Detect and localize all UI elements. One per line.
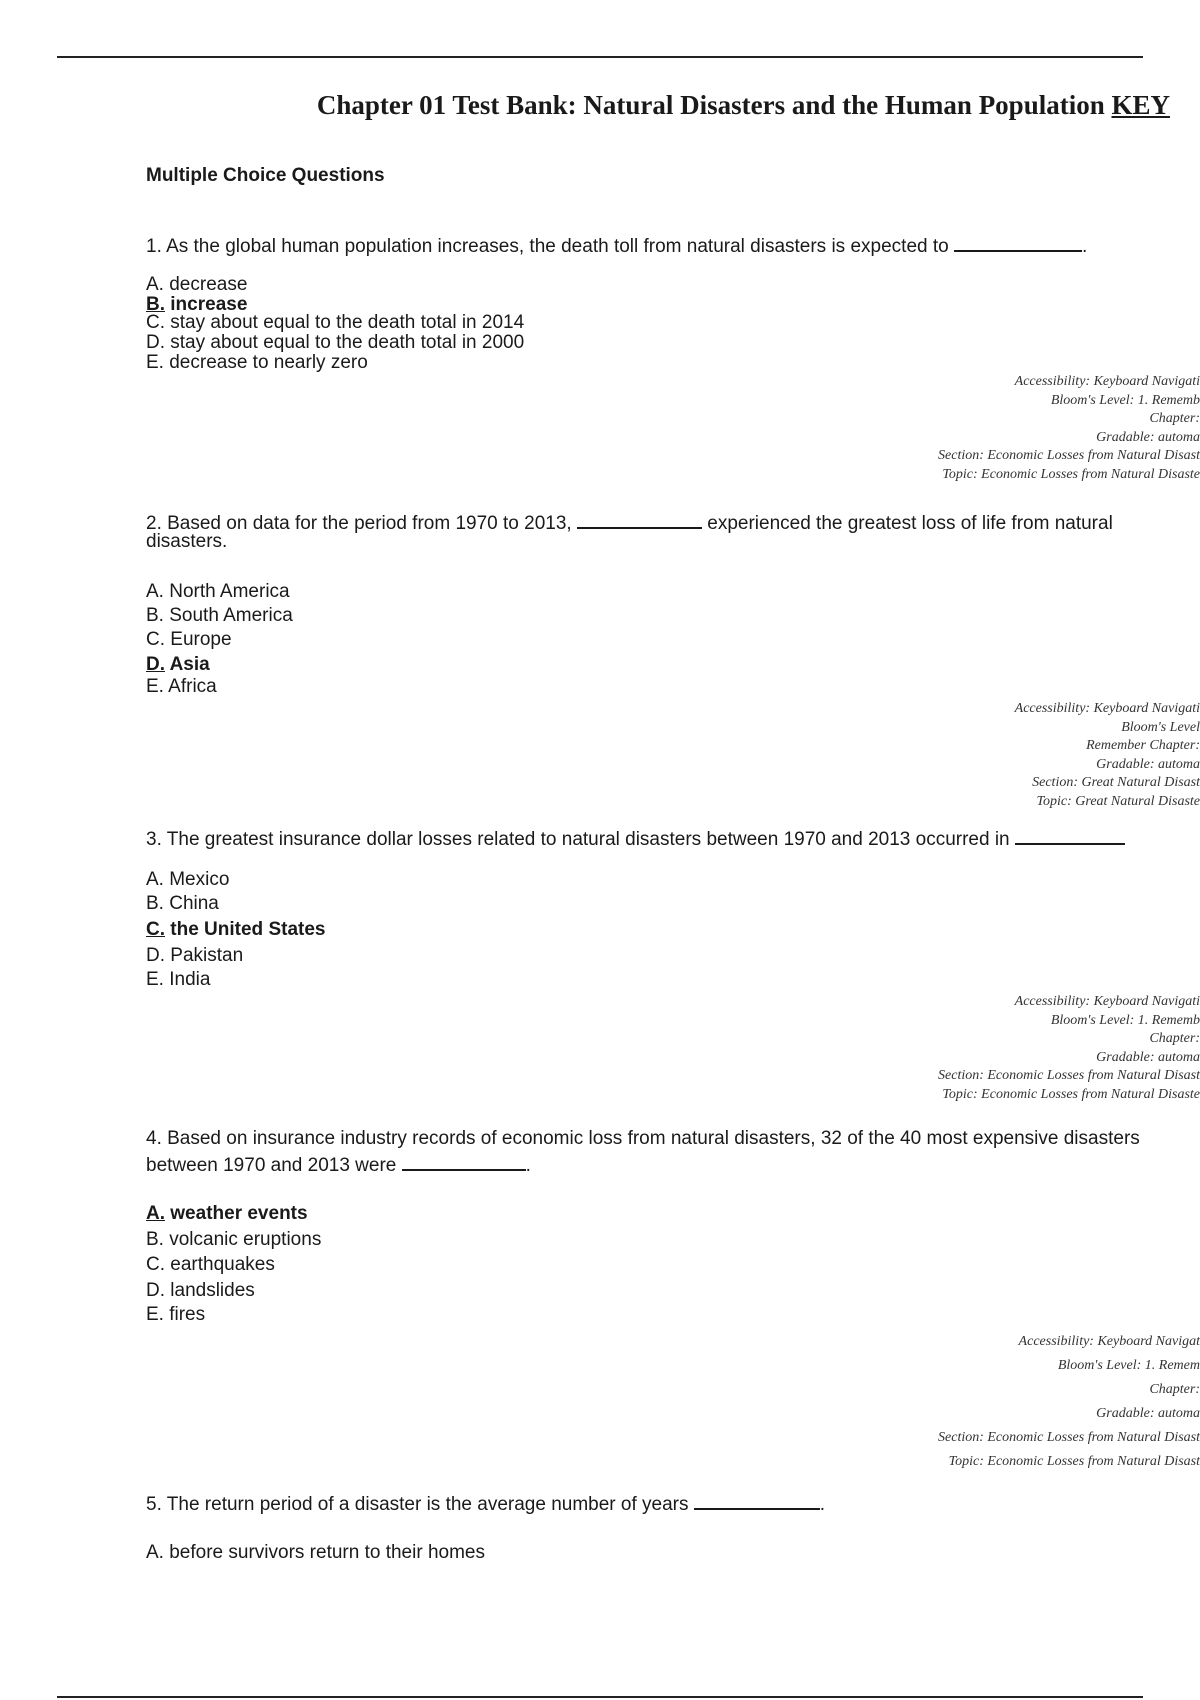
question-4-end: . — [525, 1155, 531, 1176]
meta-accessibility: Accessibility: Keyboard Navigati — [1014, 994, 1200, 1009]
meta-blooms-level: Bloom's Level — [1121, 719, 1200, 735]
bottom-rule — [57, 1696, 1143, 1698]
correct-answer-text: increase — [165, 294, 248, 315]
meta-gradable: Gradable: automa — [1096, 756, 1200, 772]
option-4a-correct — [146, 1204, 308, 1224]
meta-section: Section: Economic Losses from Natural Disast — [938, 1068, 1200, 1083]
title-text: Chapter 01 Test Bank: Natural Disasters and the Human Population — [316, 90, 1105, 120]
question-2-metadata — [870, 700, 1200, 811]
title-key: KEY — [1111, 90, 1170, 120]
top-rule — [57, 56, 1143, 58]
correct-answer-letter: C. — [146, 919, 165, 940]
meta-section: Section: Great Natural Disast — [1032, 775, 1200, 790]
question-3-metadata — [870, 993, 1200, 1104]
question-4-stem — [146, 1126, 1140, 1179]
option-1a: A. decrease — [146, 274, 248, 295]
question-2-end: experienced the greatest loss of life from natural disasters. — [146, 513, 1113, 551]
option-3c-correct — [146, 920, 325, 940]
option-2a: A. North America — [146, 581, 290, 602]
meta-topic: Topic: Economic Losses from Natural Disaste — [942, 466, 1200, 482]
meta-gradable: Gradable: automa — [1096, 1049, 1200, 1065]
correct-answer-text: the United States — [165, 919, 326, 940]
question-4-text: 4. Based on insurance industry records of economic loss from natural disasters, 32 of the 40 most expensive disasters between 1970 and 2013 were — [146, 1128, 1140, 1176]
option-1d: D. stay about equal to the death total in 2000 — [146, 332, 525, 353]
meta-topic: Topic: Great Natural Disaste — [1036, 793, 1200, 809]
meta-section: Section: Economic Losses from Natural Disast — [938, 448, 1200, 463]
meta-section: Section: Economic Losses from Natural Disast — [938, 1430, 1200, 1445]
answer-blank — [402, 1152, 526, 1171]
meta-chapter: Chapter: — [1149, 411, 1200, 426]
correct-answer-letter: D. — [146, 654, 165, 675]
meta-chapter: Chapter: — [1149, 1031, 1200, 1046]
option-1e: E. decrease to nearly zero — [146, 352, 368, 373]
option-3d: D. Pakistan — [146, 945, 244, 966]
correct-answer-text: weather events — [165, 1203, 308, 1224]
meta-topic: Topic: Economic Losses from Natural Disast — [948, 1454, 1200, 1469]
meta-accessibility: Accessibility: Keyboard Navigat — [1018, 1334, 1200, 1349]
question-1-metadata — [870, 373, 1200, 484]
option-4d: D. landslides — [146, 1280, 255, 1301]
question-5-text: 5. The return period of a disaster is the average number of years — [146, 1494, 689, 1515]
answer-blank — [1015, 826, 1125, 845]
option-3a: A. Mexico — [146, 869, 230, 890]
question-3-text: 3. The greatest insurance dollar losses related to natural disasters between 1970 and 2013 occurred in — [146, 829, 1010, 850]
meta-blooms-level: Bloom's Level: 1. Rememb — [1050, 1012, 1200, 1028]
question-2-text: 2. Based on data for the period from 1970 to 2013, — [146, 513, 572, 534]
option-2e: E. Africa — [146, 676, 217, 697]
option-5a: A. before survivors return to their homes — [146, 1542, 485, 1563]
meta-topic: Topic: Economic Losses from Natural Disaste — [942, 1086, 1200, 1102]
option-2d-correct — [146, 655, 210, 675]
meta-blooms-level: Bloom's Level: 1. Rememb — [1050, 392, 1200, 408]
meta-blooms-level: Bloom's Level: 1. Remem — [1057, 1358, 1200, 1373]
meta-gradable: Gradable: automa — [1096, 429, 1200, 445]
section-heading: Multiple Choice Questions — [146, 165, 385, 186]
meta-accessibility: Accessibility: Keyboard Navigati — [1014, 374, 1200, 389]
answer-blank — [694, 1491, 820, 1510]
question-5-end: . — [819, 1494, 826, 1515]
option-3e: E. India — [146, 969, 211, 990]
answer-blank — [954, 233, 1082, 252]
question-4-metadata — [870, 1330, 1200, 1474]
option-2b: B. South America — [146, 605, 293, 626]
question-5-stem — [146, 1491, 1188, 1518]
option-3b: B. China — [146, 893, 219, 914]
question-1-end: . — [1082, 236, 1088, 257]
page-title — [317, 90, 1170, 121]
correct-answer-letter: A. — [146, 1203, 165, 1224]
meta-gradable: Gradable: automa — [1096, 1406, 1200, 1421]
question-1-stem — [146, 233, 1188, 260]
meta-accessibility: Accessibility: Keyboard Navigati — [1014, 701, 1200, 716]
option-4c: C. earthquakes — [146, 1254, 275, 1275]
answer-blank — [577, 510, 702, 529]
meta-chapter: Remember Chapter: — [1086, 738, 1200, 753]
correct-answer-letter: B. — [146, 294, 165, 315]
option-4e: E. fires — [146, 1304, 206, 1325]
question-1-text: 1. As the global human population increases, the death toll from natural disasters is expected to — [146, 236, 949, 257]
option-2c: C. Europe — [146, 629, 232, 650]
option-1c: C. stay about equal to the death total in 2014 — [146, 312, 525, 333]
meta-chapter: Chapter: — [1149, 1382, 1200, 1397]
option-4b: B. volcanic eruptions — [146, 1229, 322, 1250]
question-3-stem — [146, 826, 1188, 853]
question-2-stem — [146, 510, 1188, 551]
correct-answer-text: Asia — [165, 654, 210, 675]
